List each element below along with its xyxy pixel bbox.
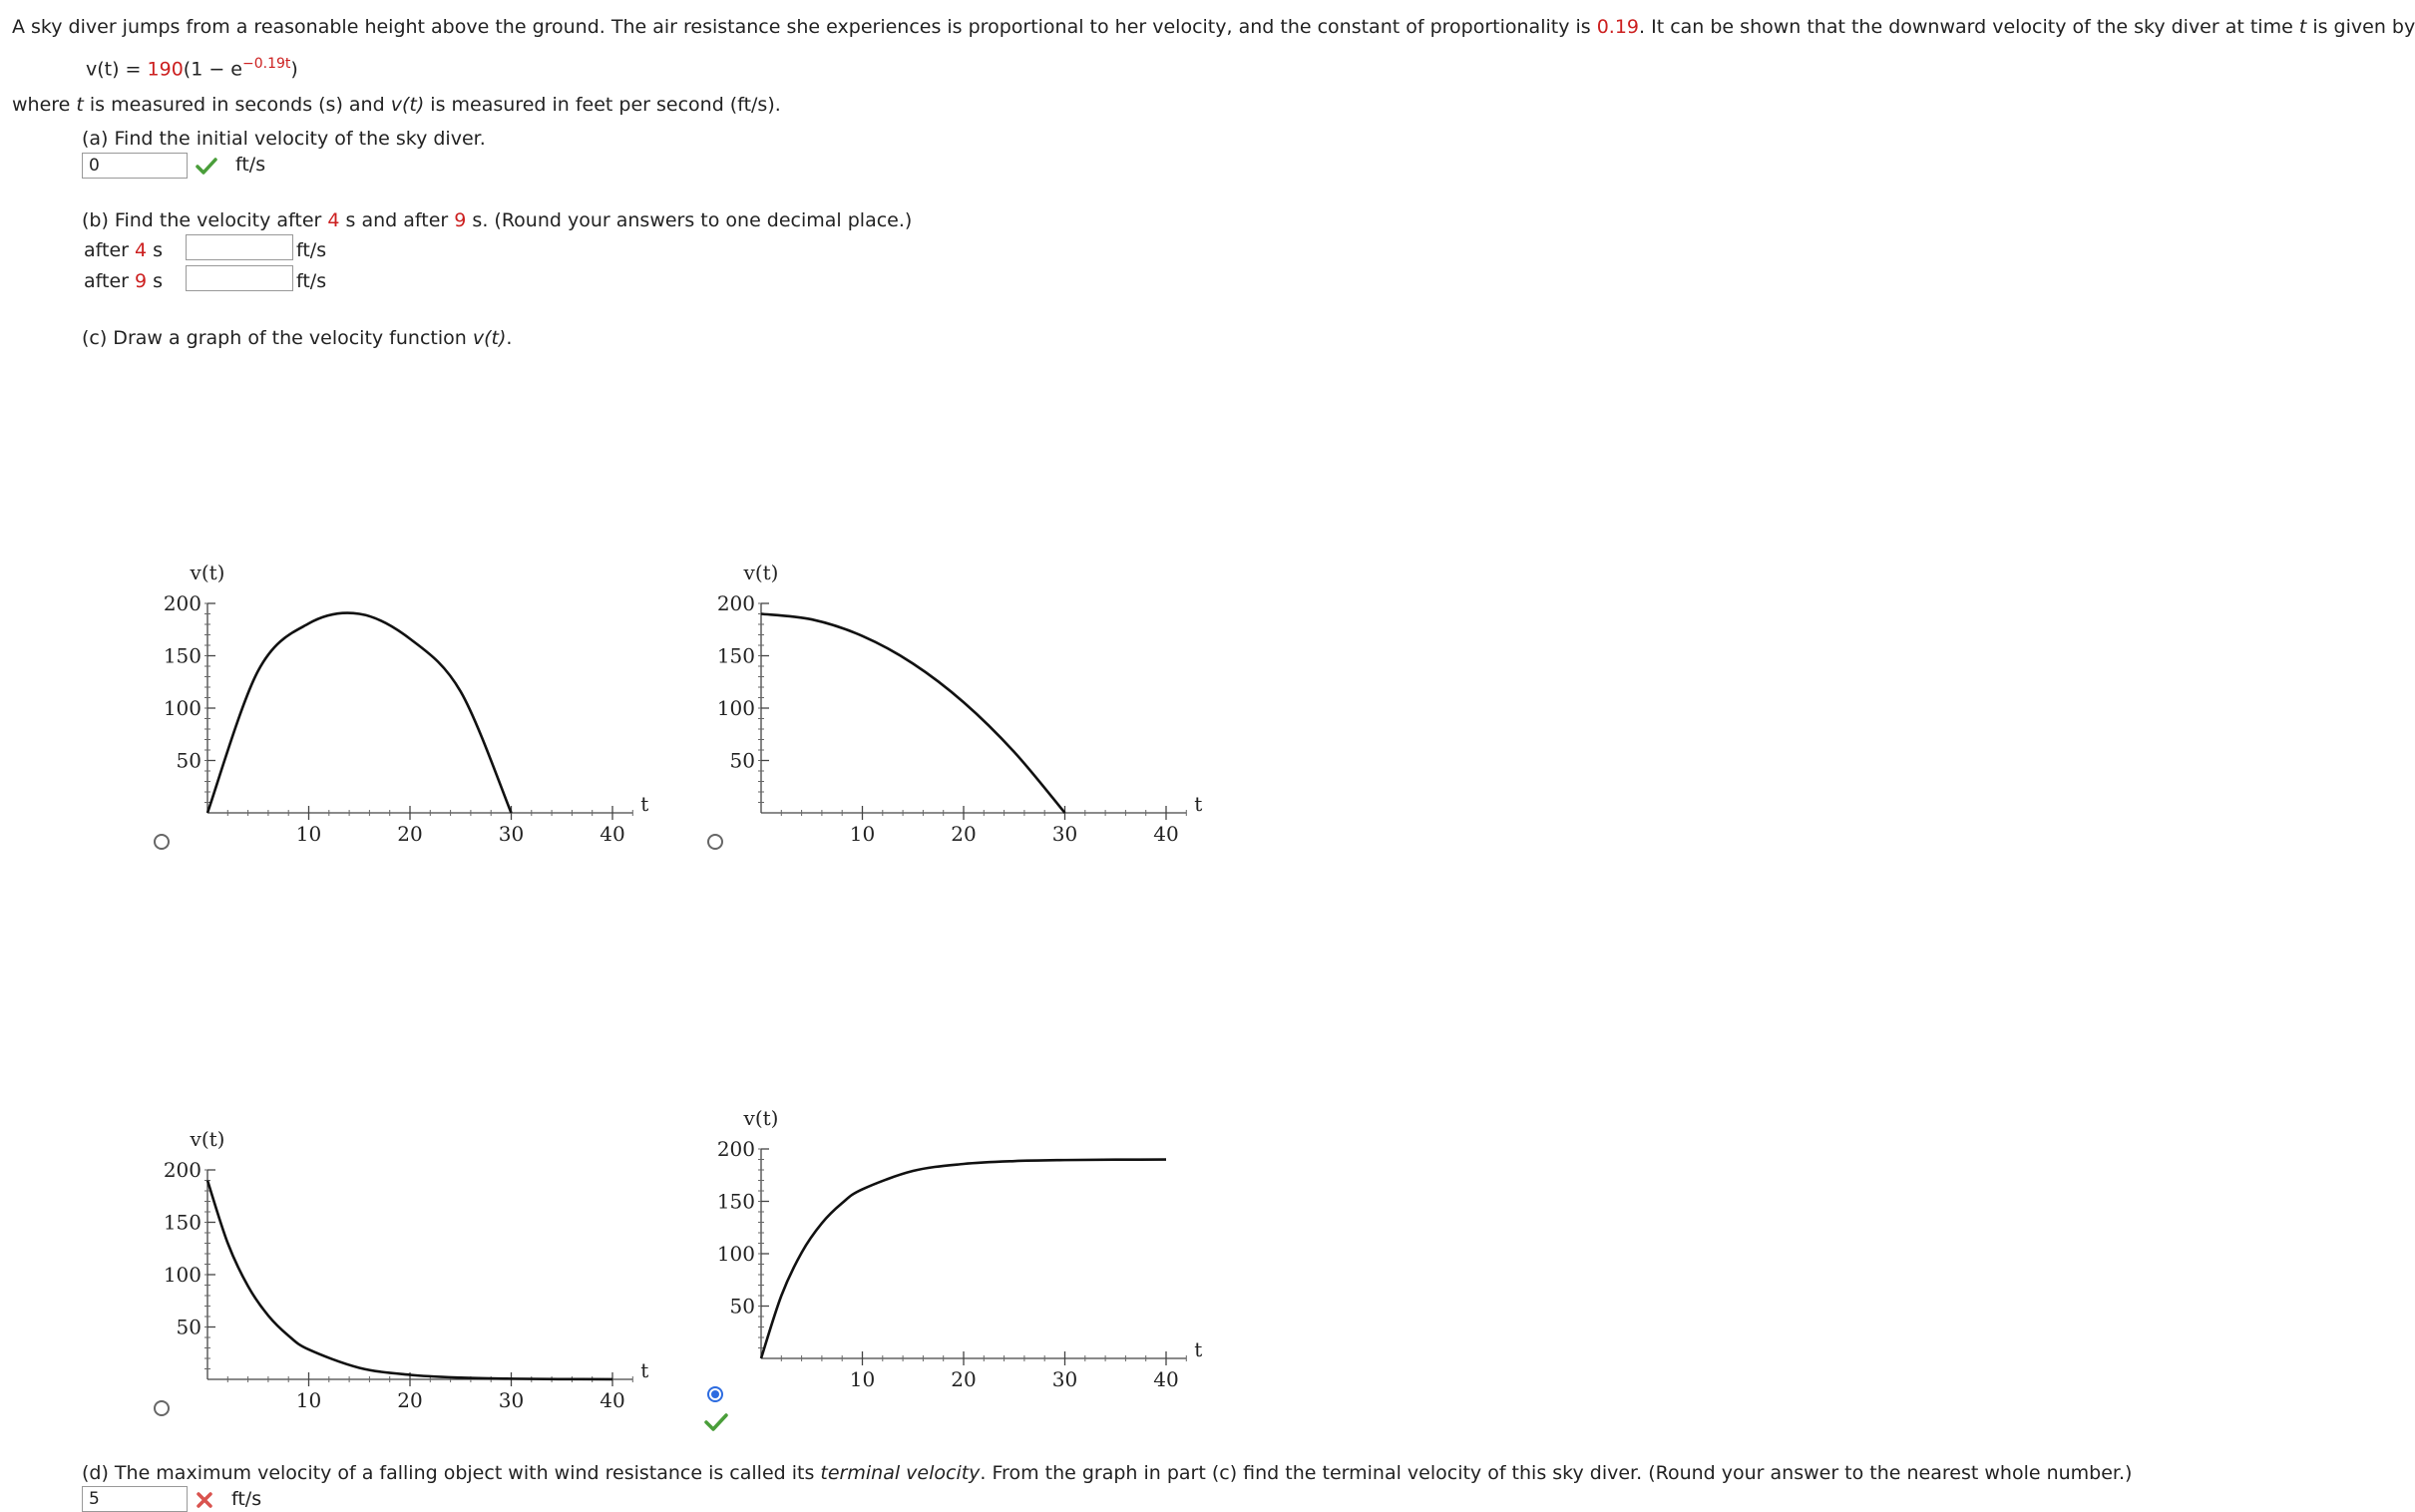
y-tick-label: 100 (716, 696, 755, 720)
row2-s: s (153, 270, 164, 292)
y-tick-label: 150 (716, 1189, 755, 1214)
x-tick-label: 10 (849, 1367, 876, 1391)
part-a-question: (a) Find the initial velocity of the sky diver. (82, 128, 486, 150)
x-axis-label: t (640, 1358, 649, 1382)
part-d-unit: ft/s (231, 1488, 262, 1510)
y-tick-label: 50 (729, 1294, 755, 1319)
y-axis-label: v(t) (743, 1106, 779, 1130)
part-b-t2: 9 (454, 209, 467, 231)
y-tick-label: 100 (163, 696, 201, 720)
x-tick-label: 20 (951, 1367, 977, 1391)
velocity-curve (207, 613, 512, 813)
y-axis-label: v(t) (743, 561, 779, 584)
x-tick-label: 30 (498, 822, 525, 846)
y-tick-label: 200 (163, 1158, 201, 1182)
part-d-text-2: . From the graph in part (c) find the terminal velocity of this sky diver. (Round your answer to the nearest whole number.) (980, 1462, 2133, 1484)
x-tick-label: 30 (1051, 1367, 1078, 1391)
y-tick-label: 100 (163, 1263, 201, 1287)
part-b-text-3: s. (Round your answers to one decimal place.) (472, 209, 913, 231)
x-tick-label: 30 (498, 1388, 525, 1412)
part-b-t1: 4 (327, 209, 340, 231)
x-tick-label: 40 (600, 1388, 625, 1412)
x-tick-label: 40 (1153, 1367, 1179, 1391)
part-b-row1-unit: ft/s (296, 239, 327, 261)
k-value: 0.19 (1596, 16, 1640, 38)
graph-panel-4 (717, 1106, 1203, 1391)
x-tick-label: 10 (849, 822, 876, 846)
part-d-text: (d) The maximum velocity of a falling object with wind resistance is called its (82, 1462, 815, 1484)
velocity-curve (207, 1181, 612, 1379)
part-c-text: (c) Draw a graph of the velocity function (82, 327, 467, 349)
part-c-end: . (506, 327, 513, 349)
formula-paren: (1 − e (183, 58, 242, 81)
where-text: where (12, 94, 71, 116)
y-tick-label: 200 (716, 591, 755, 615)
part-d-question (82, 1462, 2132, 1484)
x-tick-label: 20 (397, 1388, 423, 1412)
y-tick-label: 50 (176, 748, 201, 773)
x-tick-label: 10 (295, 822, 322, 846)
x-tick-label: 20 (397, 822, 423, 846)
velocity-curve (761, 614, 1065, 814)
row2-after: after (84, 270, 129, 292)
formula-close: ) (290, 58, 298, 81)
y-tick-label: 200 (163, 591, 201, 615)
x-tick-label: 40 (1153, 822, 1179, 846)
part-b-text: (b) Find the velocity after (82, 209, 322, 231)
x-tick-label: 10 (295, 1388, 322, 1412)
part-c-fn: v(t) (472, 327, 507, 349)
y-tick-label: 100 (716, 1242, 755, 1266)
formula-lhs: v(t) = (86, 58, 148, 81)
where-text-2: is measured in seconds (s) and (89, 94, 385, 116)
y-tick-label: 150 (163, 643, 201, 668)
y-tick-label: 150 (716, 643, 755, 668)
x-icon (196, 1491, 213, 1509)
part-b-text-2: s and after (345, 209, 449, 231)
row2-value: 9 (135, 270, 148, 292)
x-tick-label: 20 (951, 822, 977, 846)
row1-value: 4 (135, 239, 148, 261)
t-variable: t (2298, 16, 2307, 38)
y-tick-label: 200 (716, 1137, 755, 1161)
part-d-answer-input[interactable] (82, 1486, 188, 1512)
formula-coefficient: 190 (147, 58, 184, 81)
graph-panel-1 (164, 561, 649, 846)
intro-text: A sky diver jumps from a reasonable height above the ground. The air resistance she experiences is proportional to her velocity, and the constant of proportionality is (12, 16, 1591, 38)
where-text-3: is measured in feet per second (ft/s). (430, 94, 781, 116)
intro-text-3: is given by (2312, 16, 2415, 38)
velocity-curve (761, 1160, 1166, 1358)
y-tick-label: 50 (176, 1315, 201, 1339)
part-a-unit: ft/s (235, 154, 266, 176)
part-d-term: terminal velocity (820, 1462, 981, 1484)
graph-panel-3 (164, 1127, 649, 1412)
x-axis-label: t (1194, 792, 1203, 816)
x-tick-label: 30 (1051, 822, 1078, 846)
y-axis-label: v(t) (190, 1127, 225, 1151)
x-axis-label: t (1194, 1337, 1203, 1361)
y-tick-label: 150 (163, 1210, 201, 1235)
intro-text-2: . It can be shown that the downward velocity of the sky diver at time (1639, 16, 2293, 38)
part-b-row2-unit: ft/s (296, 270, 327, 292)
where-t: t (76, 94, 84, 116)
row1-after: after (84, 239, 129, 261)
x-tick-label: 40 (600, 822, 625, 846)
row1-s: s (153, 239, 164, 261)
where-v: v(t) (390, 94, 425, 116)
formula-exponent: −0.19t (242, 56, 291, 72)
graph-panel-2 (717, 561, 1203, 846)
y-axis-label: v(t) (190, 561, 225, 584)
y-tick-label: 50 (729, 748, 755, 773)
x-axis-label: t (640, 792, 649, 816)
